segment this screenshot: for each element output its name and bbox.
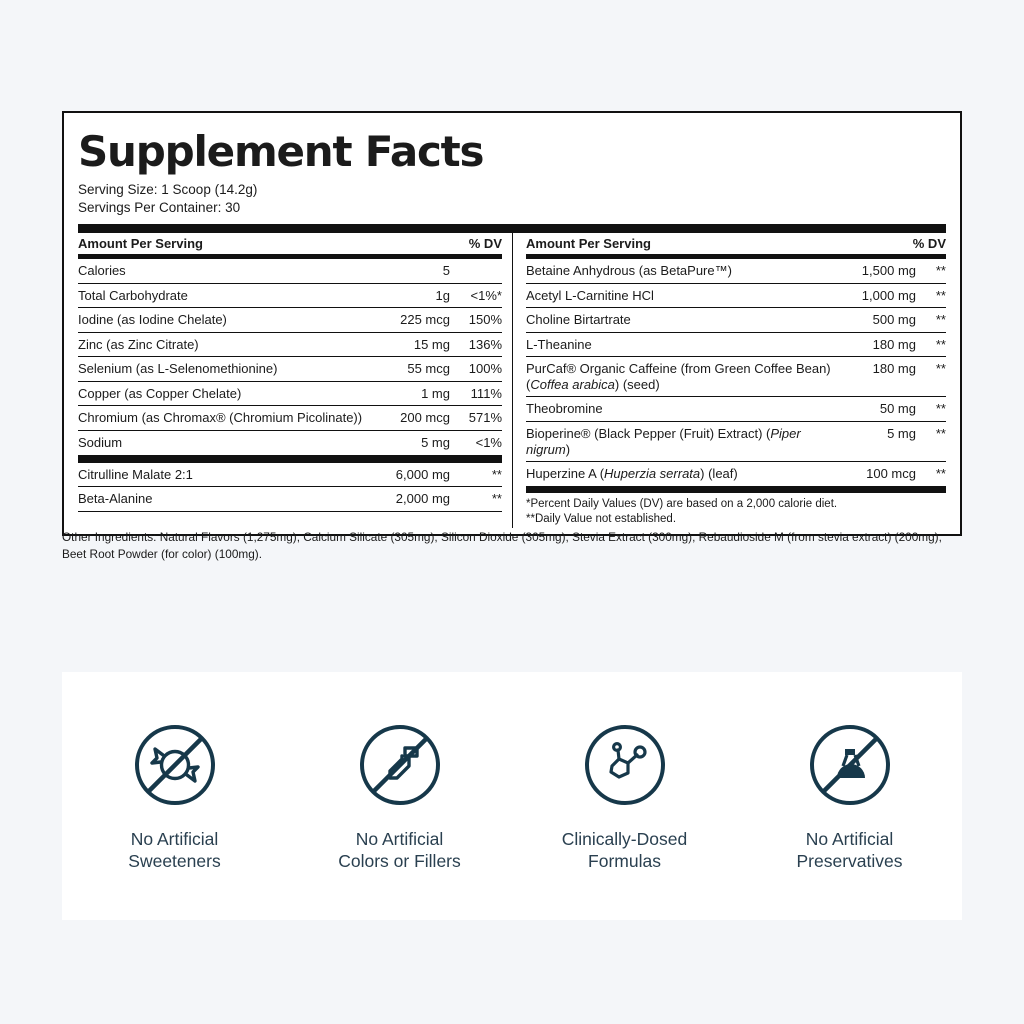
claim-label (512, 828, 737, 873)
nutrient-name: Zinc (as Zinc Citrate) (78, 336, 199, 352)
nutrient-dv: 136% (468, 336, 502, 352)
table-row (526, 259, 946, 283)
nutrient-amount: 1 mg (421, 385, 450, 401)
ingredient-name: L-Theanine (526, 336, 592, 352)
nutrient-dv: ** (491, 491, 502, 507)
no-artificial-colors-icon (287, 718, 512, 812)
nutrient-name: Total Carbohydrate (78, 287, 188, 303)
claim-label-line2: Colors or Fillers (338, 851, 461, 872)
nutrient-amount: 5 mg (421, 435, 450, 451)
ingredient-dv: ** (935, 336, 946, 352)
claim-label-line1: No Artificial (805, 829, 894, 849)
table-row (78, 356, 502, 381)
ingredient-amount: 5 mg (887, 426, 916, 442)
table-row (78, 307, 502, 332)
table-header-right (526, 233, 946, 254)
ingredient-amount: 100 mcg (866, 466, 916, 482)
nutrient-name: Selenium (as L-Selenomethionine) (78, 361, 278, 377)
facts-column-right (512, 233, 946, 528)
nutrient-dv: 571% (468, 410, 502, 426)
nutrient-name: Beta-Alanine (78, 491, 153, 507)
top-thick-rule (78, 224, 946, 233)
ingredient-name: Acetyl L-Carnitine HCl (526, 287, 654, 303)
claims-row (62, 672, 962, 920)
table-row (78, 332, 502, 357)
header-amount-per-serving: Amount Per Serving (78, 235, 203, 251)
no-artificial-preservatives-icon (737, 718, 962, 812)
page-title: Supplement Facts (78, 127, 484, 176)
claim-clinically-dosed (512, 718, 737, 873)
table-row (526, 396, 946, 421)
facts-columns (78, 233, 946, 528)
claim-label-line2: Sweeteners (128, 851, 221, 872)
ingredient-amount: 500 mg (872, 312, 916, 328)
footnotes (526, 493, 946, 528)
ingredient-amount: 1,500 mg (861, 262, 916, 278)
ingredient-name: Choline Birtartrate (526, 312, 631, 328)
ingredient-name: PurCaf® Organic Caffeine (from Green Coffee Bean) (Coffea arabica) (seed) (526, 361, 831, 392)
supplement-facts-panel (62, 111, 962, 536)
table-row (526, 332, 946, 357)
ingredient-amount: 180 mg (872, 336, 916, 352)
claim-label (287, 828, 512, 873)
bottom-rule-left (78, 511, 502, 512)
nutrient-name: Sodium (78, 435, 123, 451)
header-percent-dv: % DV (468, 235, 502, 251)
claim-label-line2: Preservatives (796, 851, 903, 872)
footnote-daily-value: *Percent Daily Values (DV) are based on a 2,000 calorie diet. (526, 497, 838, 510)
claims-card (62, 672, 962, 920)
ingredient-dv: ** (935, 262, 946, 278)
nutrient-amount: 6,000 mg (395, 466, 450, 482)
nutrient-amount: 225 mcg (400, 312, 450, 328)
footnote-separator-bar (526, 486, 946, 493)
header-percent-dv: % DV (912, 235, 946, 251)
claim-label-line2: Formulas (588, 851, 661, 872)
table-row (526, 307, 946, 332)
clinically-dosed-icon (512, 718, 737, 812)
table-row (526, 356, 946, 396)
nutrient-amount: 2,000 mg (395, 491, 450, 507)
servings-per-container: Servings Per Container: 30 (78, 199, 241, 215)
table-row (526, 461, 946, 486)
ingredient-dv: ** (935, 312, 946, 328)
nutrient-dv: <1% (475, 435, 502, 451)
ingredient-dv: ** (935, 361, 946, 377)
ingredient-name: Theobromine (526, 401, 603, 417)
nutrient-dv: 100% (468, 361, 502, 377)
nutrient-amount: 5 (442, 262, 450, 278)
ingredient-amount: 50 mg (879, 401, 916, 417)
table-row (526, 283, 946, 308)
claim-no-artificial-sweeteners (62, 718, 287, 873)
serving-size: Serving Size: 1 Scoop (14.2g) (78, 182, 258, 197)
ingredient-dv: ** (935, 426, 946, 442)
table-row (78, 486, 502, 511)
footnote-not-established: **Daily Value not established. (526, 513, 677, 526)
claim-label-line1: No Artificial (355, 829, 444, 849)
column-divider (512, 233, 513, 528)
nutrient-dv: ** (491, 466, 502, 482)
nutrient-dv: 150% (468, 312, 502, 328)
table-row (78, 405, 502, 430)
claim-label (737, 828, 962, 873)
ingredient-dv: ** (935, 466, 946, 482)
table-row (78, 283, 502, 308)
claim-label-line1: No Artificial (130, 829, 219, 849)
claim-no-artificial-preservatives (737, 718, 962, 873)
nutrient-name: Chromium (as Chromax® (Chromium Picolinate)) (78, 410, 363, 426)
facts-column-left (78, 233, 512, 528)
claim-label (62, 828, 287, 873)
nutrient-name: Iodine (as Iodine Chelate) (78, 312, 227, 328)
table-row (78, 381, 502, 406)
nutrient-name: Calories (78, 262, 126, 278)
nutrient-name: Copper (as Copper Chelate) (78, 385, 242, 401)
ingredient-name: Bioperine® (Black Pepper (Fruit) Extract) (Piper nigrum) (526, 426, 801, 457)
header-amount-per-serving: Amount Per Serving (526, 235, 651, 251)
nutrient-amount: 15 mg (413, 336, 450, 352)
nutrient-amount: 55 mcg (407, 361, 450, 377)
table-row (78, 259, 502, 283)
no-artificial-sweeteners-icon (62, 718, 287, 812)
ingredient-name: Betaine Anhydrous (as BetaPure™) (526, 262, 732, 278)
ingredient-amount: 1,000 mg (861, 287, 916, 303)
nutrient-dv: <1%* (470, 287, 502, 303)
group-separator-bar (78, 455, 502, 463)
ingredient-dv: ** (935, 287, 946, 303)
claim-no-artificial-colors (287, 718, 512, 873)
nutrient-amount: 1g (435, 287, 450, 303)
ingredient-amount: 180 mg (872, 361, 916, 377)
table-row (526, 421, 946, 461)
other-ingredients: Other Ingredients: Natural Flavors (1,275mg), Calcium Silicate (305mg), Silicon Dioxide (305mg), Stevia Extract (300mg), Rebaudioside M (from stevia extract) (200mg), Beet Root Powder (for color) (100mg). (62, 530, 942, 561)
nutrient-name: Citrulline Malate 2:1 (78, 466, 193, 482)
claim-label-line1: Clinically-Dosed (561, 829, 688, 849)
table-row (78, 430, 502, 455)
table-row (78, 463, 502, 487)
table-header-left (78, 233, 502, 254)
nutrient-dv: 111% (470, 385, 502, 401)
ingredient-dv: ** (935, 401, 946, 417)
nutrient-amount: 200 mcg (400, 410, 450, 426)
ingredient-name: Huperzine A (Huperzia serrata) (leaf) (526, 466, 738, 482)
